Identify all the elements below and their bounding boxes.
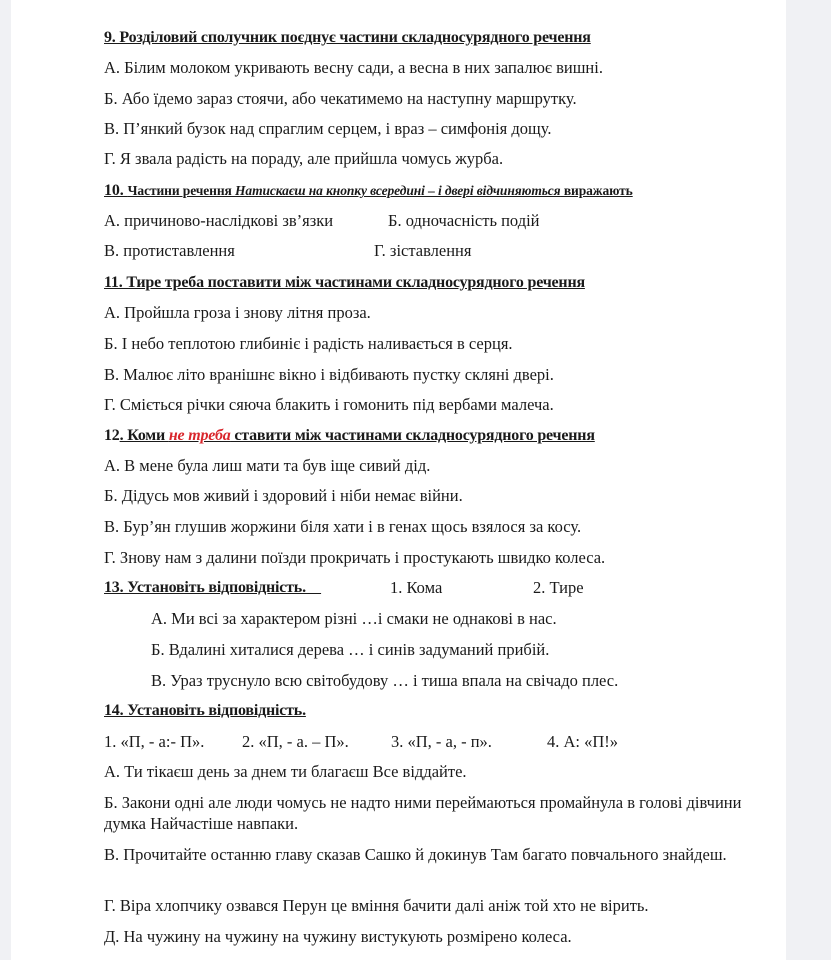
viewer-side-panel <box>786 0 831 960</box>
question-14-option-d: Д. На чужину на чужину на чужину вистукують розмірено колеса. <box>104 927 572 946</box>
question-12-option-h: Г. Знову нам з далини поїзди прокричать і простукають швидко колеса. <box>104 548 606 567</box>
question-9-option-b: Б. Або їдемо зараз стоячи, або чекатимемо на наступну маршрутку. <box>104 89 577 108</box>
question-12-number: 12 <box>104 427 120 444</box>
question-10-option-b: Б. одночасність подій <box>388 211 540 230</box>
question-13-option-b: Б. Вдалині хиталися дерева … і синів задуманий прибій. <box>151 640 550 659</box>
question-14-scheme-1: 1. «П, - а:- П». <box>104 732 205 751</box>
question-12-heading <box>104 426 595 446</box>
question-10-heading-sentence: Натискаєш на кнопку всередині – і двері відчиняються <box>235 183 561 198</box>
question-12-option-v: В. Бур’ян глушив жоржини біля хати і в генах щось взялося за косу. <box>104 517 582 536</box>
question-10-number: 10. <box>104 182 128 199</box>
question-12-option-a: А. В мене була лиш мати та був іще сивий дід. <box>104 456 431 475</box>
question-9-heading: 9. Розділовий сполучник поєднує частини складносурядного речення <box>104 29 591 46</box>
question-9-option-h: Г. Я звала радість на пораду, але прийшла чомусь журба. <box>104 149 504 168</box>
question-9-option-v: В. П’янкий бузок над спраглим серцем, і враз – симфонія дощу. <box>104 119 552 138</box>
document-page <box>11 0 786 960</box>
question-13-choice-2: 2. Тире <box>533 578 584 597</box>
question-11-heading: 11. Тире треба поставити між частинами складносурядного речення <box>104 274 585 291</box>
question-14-option-a: А. Ти тікаєш день за днем ти благаєш Все віддайте. <box>104 762 467 781</box>
question-11-option-b: Б. І небо теплотою глибиніє і радість наливається в серця. <box>104 334 513 353</box>
question-10-option-a: А. причиново-наслідкові зв’язки <box>104 211 334 230</box>
question-14-heading: 14. Установіть відповідність. <box>104 702 306 719</box>
question-10-heading-pre: Частини речення <box>127 183 236 198</box>
question-13-heading: 13. Установіть відповідність. <box>104 579 322 596</box>
question-14-option-v: В. Прочитайте останню главу сказав Сашко й докинув Там багато повчального знайдеш. <box>104 845 727 864</box>
question-11-option-v: В. Малює літо вранішнє вікно і відбивають пустку скляні двері. <box>104 365 554 384</box>
question-14-scheme-3: 3. «П, - а, - п». <box>391 732 492 751</box>
question-9-option-a: А. Білим молоком укривають весну сади, а весна в них запалює вишні. <box>104 58 603 77</box>
question-12-heading-pre: . Коми <box>119 427 169 444</box>
question-12-heading-post: ставити між частинами складносурядного речення <box>230 427 595 444</box>
question-10-heading <box>104 181 633 201</box>
question-14-scheme-2: 2. «П, - а. – П». <box>242 732 349 751</box>
question-14-option-b: Б. Закони одні але люди чомусь не надто ними переймаються промайнула в голові дівчини думка Найчастіше навпаки. <box>104 793 742 833</box>
question-13-option-v: В. Ураз труснуло всю світобудову … і тиша впала на свічадо плес. <box>151 671 619 690</box>
question-12-option-b: Б. Дідусь мов живий і здоровий і ніби немає війни. <box>104 486 463 505</box>
question-12-heading-emphasis: не треба <box>168 427 231 444</box>
question-13-choice-1: 1. Кома <box>390 578 443 597</box>
question-10-option-v: В. протиставлення <box>104 241 235 260</box>
question-10-heading-post: виражають <box>560 183 633 198</box>
question-14-option-h: Г. Віра хлопчику озвався Перун це вміння бачити далі аніж той хто не вірить. <box>104 896 649 915</box>
question-11-option-h: Г. Сміється річки сяюча блакить і гомонить під вербами малеча. <box>104 395 554 414</box>
question-10-option-h: Г. зіставлення <box>374 241 472 260</box>
question-14-scheme-4: 4. А: «П!» <box>547 732 619 751</box>
question-11-option-a: А. Пройшла гроза і знову літня проза. <box>104 303 371 322</box>
question-13-option-a: А. Ми всі за характером різні …і смаки не однакові в нас. <box>151 609 557 628</box>
